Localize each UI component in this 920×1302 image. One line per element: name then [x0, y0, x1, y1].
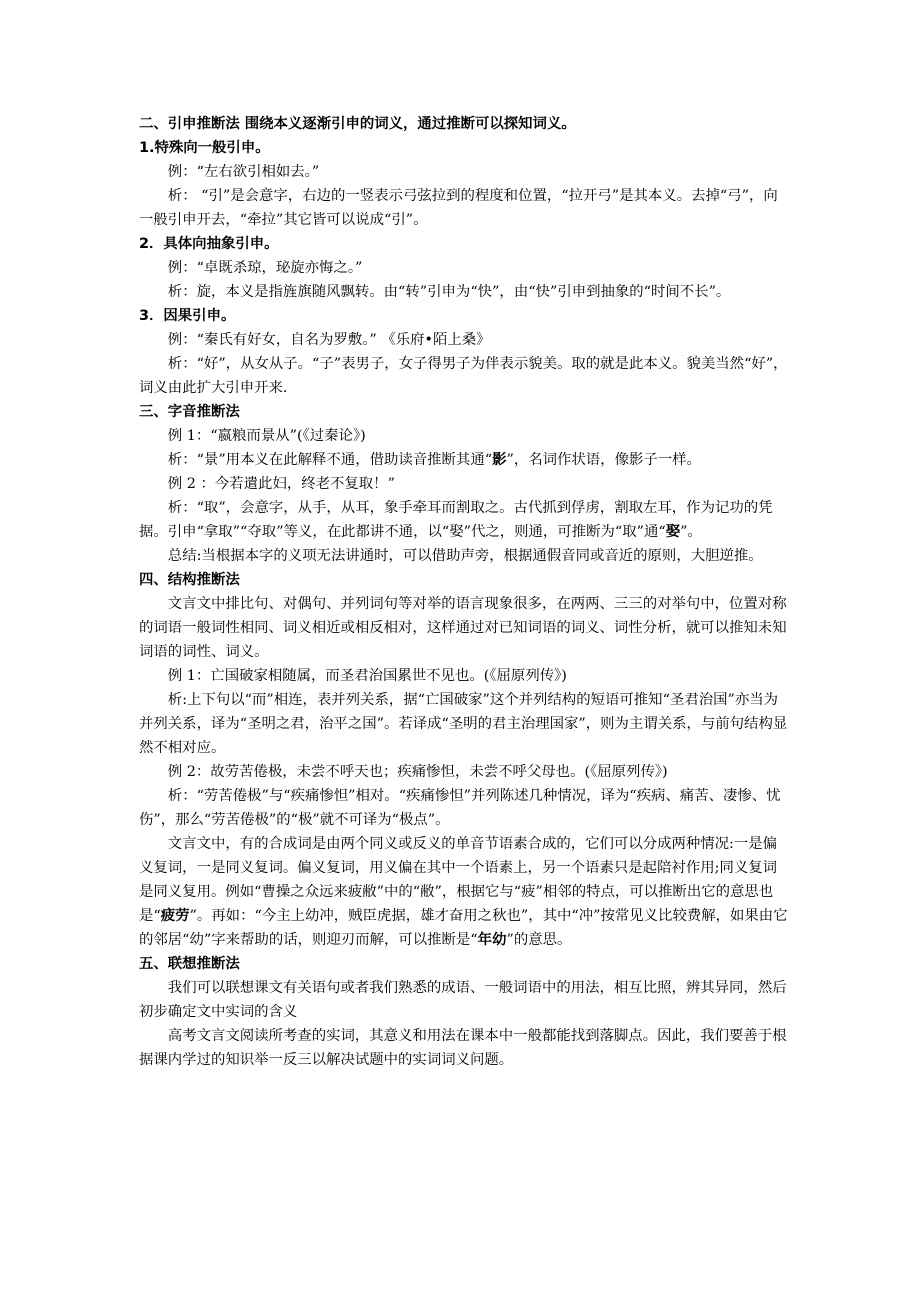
analysis-2-text-a: 析：“取”，会意字，从手，从耳，象手牵耳而割取之。古代抓到俘虏，割取左耳，作为记功的凭据。引申“拿取”“夺取”等义，在此都讲不通，以“娶”代之，则通，可推断为“取”通“: [139, 500, 773, 540]
highlight-pilao: 疲劳: [160, 907, 190, 924]
section-3-example-2: 例 2 ：今若遣此妇，终老不复取！”: [167, 476, 395, 492]
section-4-analysis-1: 析:上下句以“而”相连，表并列关系，据“亡国破家”这个并列结构的短语可推知“圣君治国”亦当为并列关系，译为“圣明之君，治平之国”。若译成“圣明的君主治理国家”，则为主谓关系，与前句结构显然不相对应。: [139, 692, 788, 756]
compound-text-e: ”的意思。: [506, 932, 572, 948]
compound-text-c: ”。再如：“今主上幼冲，贼臣虎据，雄才奋用之秋也”，其中“冲”按常见义比较费解，如果由它的邻居“幼”字来帮助的话，则迎刃而解，可以推断是“: [139, 908, 788, 948]
subsection-3-example: 例：“秦氏有好女，自名为罗敷。” 《乐府•陌上桑》: [167, 332, 491, 348]
subsection-1-analysis: 析： “引”是会意字，右边的一竖表示弓弦拉到的程度和位置，“拉开弓”是其本义。去掉“弓”，向一般引申开去，“牵拉”其它皆可以说成“引”。: [139, 188, 778, 228]
document-page: [139, 112, 789, 1072]
analysis-1-text-c: ”，名词作状语，像影子一样。: [506, 452, 701, 468]
subsection-2-heading: 2．具体向抽象引申。: [139, 236, 279, 252]
subsection-1-example: 例：“左右欲引相如去。”: [167, 164, 320, 180]
section-5-paragraph-1: 我们可以联想课文有关语句或者我们熟悉的成语、一般词语中的用法，相互比照，辨其异同，然后初步确定文中实词的含义: [139, 980, 787, 1020]
section-3-analysis-2: [139, 496, 789, 544]
highlight-qu: 娶: [665, 523, 681, 540]
section-5-paragraph-2: 高考文言文阅读所考查的实词，其意义和用法在课本中一般都能找到落脚点。因此，我们要善于根据课内学过的知识举一反三以解决试题中的实词词义问题。: [139, 1028, 787, 1068]
analysis-1-text-a: 析：“景”用本义在此解释不通，借助读音推断其通“: [167, 452, 493, 468]
highlight-ying: 影: [492, 451, 507, 468]
subsection-2-analysis: 析：旋，本义是指旌旗随风飘转。由“转”引申为“快”，由“快”引申到抽象的“时间不长”。: [167, 284, 731, 300]
section-5-heading: 五、联想推断法: [139, 956, 240, 972]
subsection-3-heading: 3．因果引申。: [139, 308, 236, 324]
highlight-nianyou: 年幼: [477, 931, 507, 948]
compound-text-a: 文言文中，有的合成词是由两个同义或反义的单音节语素合成的，它们可以分成两种情况:一是偏义复词，一是同义复词。偏义复词，用义偏在其中一个语素上，另一个语素只是起陪衬作用;同义复词是同义复用。例如“曹操之众远来疲敝”中的“敝”，根据它与“疲”相邻的特点，可以推断出它的意思也是“: [139, 836, 778, 924]
section-4-heading: 四、结构推断法: [139, 572, 240, 588]
section-4-example-2: 例 2：故劳苦倦极，未尝不呼天也；疾痛惨怛，未尝不呼父母也。(《屈原列传》): [167, 764, 668, 780]
subsection-1-heading: 1.特殊向一般引申。: [139, 140, 270, 156]
subsection-3-analysis: 析：“好”，从女从子。“子”表男子，女子得男子为伴表示貌美。取的就是此本义。貌美当然“好”，词义由此扩大引申开来.: [139, 356, 788, 396]
section-3-example-1: 例 1：“嬴粮而景从”(《过秦论》): [167, 428, 366, 444]
analysis-2-text-c: ”。: [680, 524, 702, 540]
subsection-2-example: 例：“卓既杀琼，珌旋亦悔之。”: [167, 260, 363, 276]
section-4-example-1: 例 1：亡国破家相随属，而圣君治国累世不见也。(《屈原列传》): [167, 668, 567, 684]
section-4-intro: 文言文中排比句、对偶句、并列词句等对举的语言现象很多，在两两、三三的对举句中，位置对称的词语一般词性相同、词义相近或相反相对，这样通过对已知词语的词义、词性分析，就可以推知未知词语的词性、词义。: [139, 596, 787, 660]
section-3-heading: 三、字音推断法: [139, 404, 240, 420]
section-3-analysis-1: [139, 448, 789, 472]
section-2-heading: 二、引申推断法 围绕本义逐渐引申的词义，通过推断可以探知词义。: [139, 116, 576, 132]
section-4-analysis-2: 析：“劳苦倦极”与“疾痛惨怛”相对。“疾痛惨怛”并列陈述几种情况，译为“疾病、痛苦、凄惨、忧伤”，那么“劳苦倦极”的“极”就不可译为“极点”。: [139, 788, 781, 828]
section-4-compound-words: [139, 832, 789, 952]
section-3-summary: 总结:当根据本字的义项无法讲通时，可以借助声旁，根据通假音同或音近的原则，大胆逆推。: [167, 548, 763, 564]
